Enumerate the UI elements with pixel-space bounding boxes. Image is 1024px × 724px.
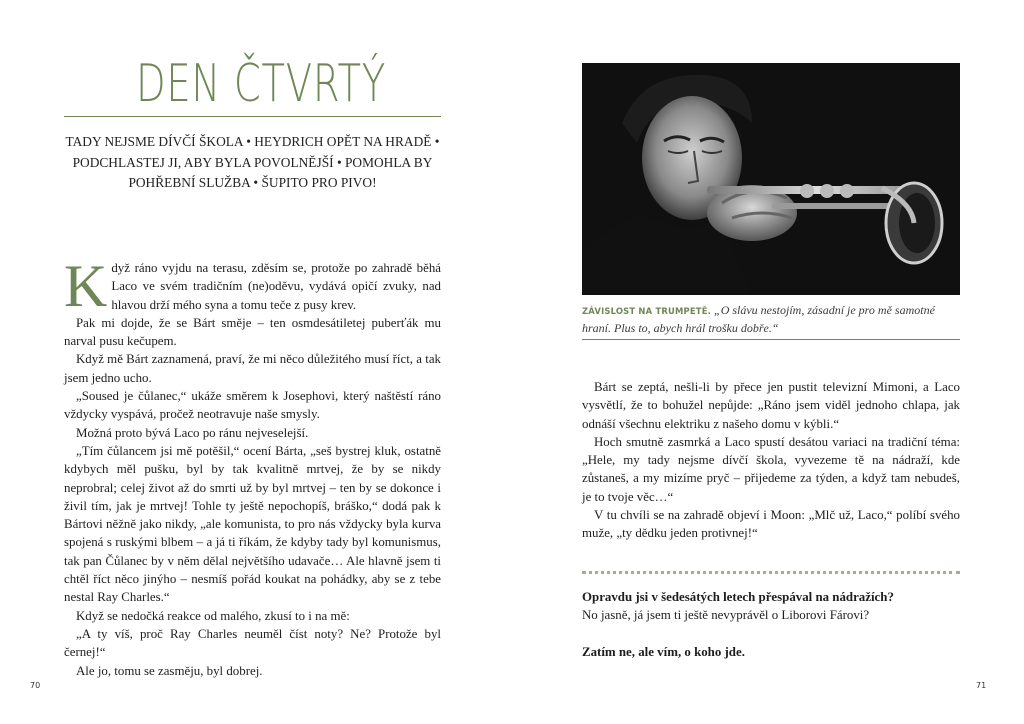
right-page xyxy=(512,0,1024,724)
section-divider xyxy=(582,571,960,574)
page-number-right: 71 xyxy=(976,681,987,690)
title-divider xyxy=(64,116,441,117)
interview-question: Opravdu jsi v šedesátých letech přespával na nádražích? xyxy=(582,590,894,604)
paragraph: Hoch smutně zasmrká a Laco spustí desátou variaci na tradiční téma: „Hele, my tady nejsme dívčí škola, vyvezeme tě na nádraží, kde zůstaneš, a my mizíme pryč – přijedeme za týden, a když tam nebudeš, je to tvoje věc…“ xyxy=(582,434,960,504)
right-body-text xyxy=(582,378,960,543)
paragraph: „Tím čůlancem jsi mě potěšil,“ ocení Bárta, „seš bystrej kluk, ostatně kdybych měl pušku, byl by tak kvalitně mrtvej, že by se nikdy neprobral; celej život až do smrti už by byl mrtvej – ten by se dokonce i živil tím, jak je mrtvej! Tohle ty ještě nepochopíš, bráško,“ dodá pak k Bártovi něžně jako nikdy, „ale komunista, to pro nás vždycky byla kurva spojená s ruskými blbem – a já ti říkám, že kdyby tady byl komunismus, tak pan Čůlanec by v něm dělal největšího udavače… Ale hlavně jsem ti chtěl říct něco jinýho – nesmíš pořád koukat na pohádky, aby se z tebe nestal Ray Charles.“ xyxy=(64,443,441,605)
left-body-text xyxy=(64,253,441,680)
paragraph: „Soused je čůlanec,“ ukáže směrem k Josephovi, který naštěstí ráno vždycky vyspává, pročež neotravuje naše smysly. xyxy=(64,389,441,422)
paragraph: V tu chvíli se na zahradě objeví i Moon: „Mlč už, Laco,“ políbí svého muže, „ty dědku jeden protivnej!“ xyxy=(582,508,960,541)
dropcap: K xyxy=(64,253,108,319)
photo-illustration xyxy=(582,63,960,295)
paragraph: Když mě Bárt zaznamená, praví, že mi něco důležitého musí říct, a tak jsem jedno ucho. xyxy=(64,352,441,385)
paragraph: Ale jo, tomu se zasměju, byl dobrej. xyxy=(76,663,263,678)
interview-answer: No jasně, já jsem ti ještě nevyprávěl o Liborovi Fárovi? xyxy=(582,608,870,623)
page-number-left: 70 xyxy=(30,681,41,690)
caption-text: „O slávu nestojím, zásadní je pro mě samotné hraní. Plus to, abych hrál trošku dobře.“ xyxy=(582,303,935,335)
paragraph: Možná proto bývá Laco po ránu nejveselejší. xyxy=(76,425,309,440)
trumpet-player-photo xyxy=(582,63,960,295)
paragraph: Když ráno vyjdu na terasu, zděsím se, protože po zahradě běhá Laco ve svém tradičním (ne)oděvu, vydává opičí zvuky, nad hlavou drží mého syna a tomu teče z pusy krev. xyxy=(64,253,441,319)
caption-divider xyxy=(582,339,960,340)
chapter-summary: TADY NEJSME DÍVČÍ ŠKOLA • HEYDRICH OPĚT NA HRADĚ • PODCHLASTEJ JI, ABY BYLA POVOLNĚJŠÍ • POMOHLA BY POHŘEBNÍ SLUŽBA • ŠUPITO PRO PIVO! xyxy=(65,134,440,190)
paragraph: Když se nedočká reakce od malého, zkusí to i na mě: xyxy=(76,608,350,623)
paragraph: Bárt se zeptá, nešli-li by přece jen pustit televizní Mimoni, a Laco vysvětlí, že to bohužel nepůjde: „Ráno jsem viděl jednoho chlapa, jak odnáší všechnu elektriku z našeho domu v kýbli.“ xyxy=(582,380,960,431)
interview-followup: Zatím ne, ale vím, o koho jde. xyxy=(582,644,745,659)
paragraph: „A ty víš, proč Ray Charles neuměl číst noty? Ne? Protože byl černej!“ xyxy=(64,626,441,660)
interview-qa xyxy=(582,588,960,661)
chapter-title: DEN ČTVRTÝ xyxy=(136,54,387,114)
photo-caption xyxy=(582,302,960,337)
paragraph: Pak mi dojde, že se Bárt směje – ten osmdesátiletej puberťák mu narval pusu kečupem. xyxy=(64,315,441,349)
caption-label: ZÁVISLOST NA TRUMPETĚ. xyxy=(582,306,712,316)
